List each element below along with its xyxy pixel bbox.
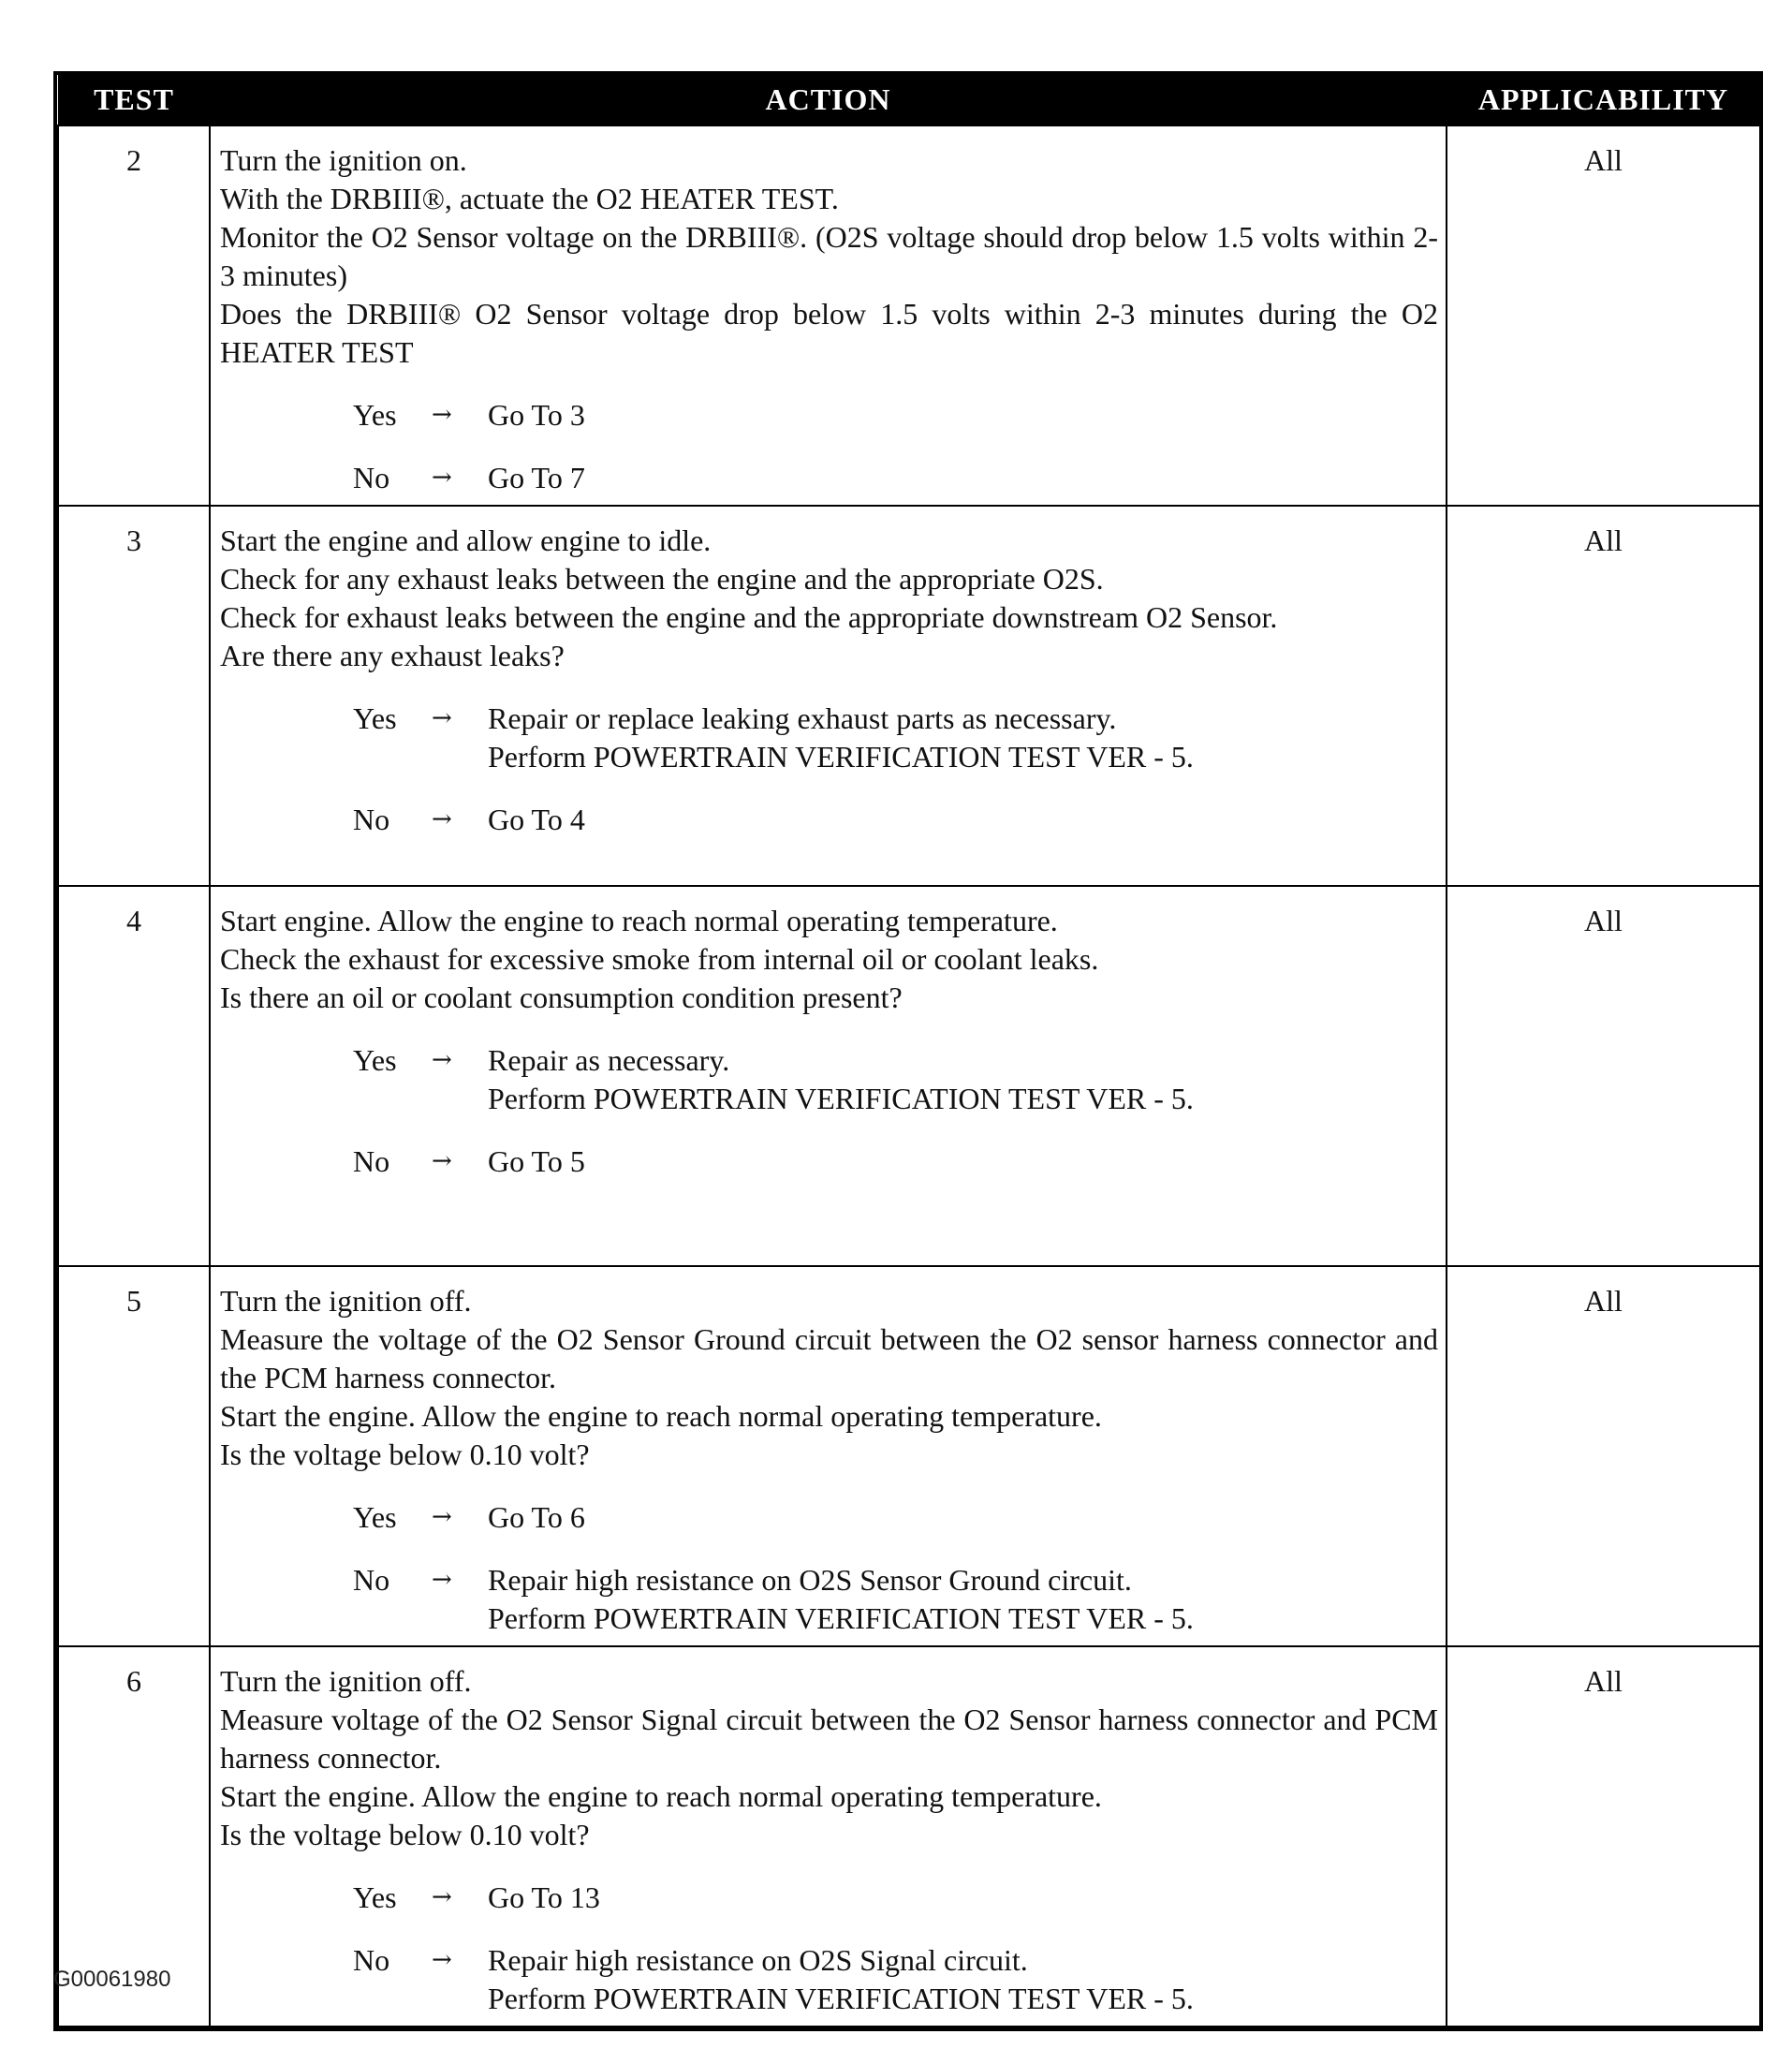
yes-result — [488, 1041, 1438, 1118]
result-line: Go To 13 — [488, 1880, 600, 1914]
action-line: Measure voltage of the O2 Sensor Signal circuit between the O2 Sensor harness connector and PCM harness connector. — [220, 1703, 1438, 1775]
test-number: 3 — [58, 506, 210, 886]
action-cell — [210, 1646, 1447, 2027]
table-row — [58, 506, 1760, 886]
table-header-row — [58, 75, 1760, 125]
result-line: Perform POWERTRAIN VERIFICATION TEST VER - 5. — [488, 1082, 1194, 1115]
action-line: With the DRBIII®, actuate the O2 HEATER TEST. — [220, 182, 839, 215]
table-row — [58, 125, 1760, 506]
header-test: TEST — [58, 75, 210, 125]
yes-branch — [220, 1498, 1438, 1537]
applicability-value: All — [1447, 125, 1760, 506]
right-arrow-icon: → — [432, 1946, 452, 1974]
no-result — [488, 1561, 1438, 1638]
applicability-value: All — [1447, 1646, 1760, 2027]
yes-branch — [220, 1041, 1438, 1118]
no-result — [488, 459, 1438, 497]
no-result — [488, 1142, 1438, 1181]
right-arrow-icon: → — [432, 1566, 452, 1594]
table-row — [58, 1266, 1760, 1646]
right-arrow-icon: → — [432, 805, 452, 833]
action-line: Is the voltage below 0.10 volt? — [220, 1437, 590, 1471]
header-applicability: APPLICABILITY — [1447, 75, 1760, 125]
yes-result — [488, 1879, 1438, 1917]
no-label: No — [353, 461, 390, 494]
test-table — [57, 75, 1761, 2027]
yes-label: Yes — [353, 701, 397, 735]
action-line: Start the engine. Allow the engine to reach normal operating temperature. — [220, 1399, 1102, 1433]
action-line: Turn the ignition off. — [220, 1284, 472, 1318]
applicability-value: All — [1447, 886, 1760, 1266]
result-line: Repair as necessary. — [488, 1043, 730, 1077]
action-line: Turn the ignition off. — [220, 1664, 472, 1698]
result-line: Go To 3 — [488, 398, 585, 432]
yes-result — [488, 1498, 1438, 1537]
yes-label: Yes — [353, 398, 397, 432]
no-branch — [220, 1142, 1438, 1181]
right-arrow-icon: → — [432, 401, 452, 429]
result-line: Perform POWERTRAIN VERIFICATION TEST VER - 5. — [488, 1601, 1194, 1635]
test-number: 5 — [58, 1266, 210, 1646]
no-label: No — [353, 1943, 390, 1977]
action-cell — [210, 1266, 1447, 1646]
result-line: Repair high resistance on O2S Signal circuit. — [488, 1943, 1028, 1977]
applicability-value: All — [1447, 506, 1760, 886]
test-number: 2 — [58, 125, 210, 506]
test-number: 4 — [58, 886, 210, 1266]
no-branch — [220, 1941, 1438, 2018]
yes-label: Yes — [353, 1500, 397, 1534]
table-row — [58, 886, 1760, 1266]
action-line: Turn the ignition on. — [220, 143, 467, 177]
no-label: No — [353, 803, 390, 836]
diagnostic-test-table — [53, 71, 1763, 2031]
action-line: Start the engine. Allow the engine to reach normal operating temperature. — [220, 1779, 1102, 1813]
result-line: Repair or replace leaking exhaust parts as necessary. — [488, 701, 1117, 735]
yes-result — [488, 700, 1438, 776]
action-cell — [210, 886, 1447, 1266]
applicability-value: All — [1447, 1266, 1760, 1646]
no-branch — [220, 459, 1438, 497]
result-line: Go To 7 — [488, 461, 585, 494]
action-line: Measure the voltage of the O2 Sensor Ground circuit between the O2 sensor harness connector and the PCM harness connector. — [220, 1322, 1438, 1394]
result-line: Repair high resistance on O2S Sensor Ground circuit. — [488, 1563, 1132, 1597]
right-arrow-icon: → — [432, 1147, 452, 1175]
action-line: Start engine. Allow the engine to reach normal operating temperature. — [220, 904, 1058, 937]
action-cell — [210, 125, 1447, 506]
right-arrow-icon: → — [432, 704, 452, 732]
right-arrow-icon: → — [432, 1046, 452, 1074]
action-line: Does the DRBIII® O2 Sensor voltage drop below 1.5 volts within 2-3 minutes during the O2 HEATER TEST — [220, 297, 1438, 369]
yes-branch — [220, 396, 1438, 435]
yes-label: Yes — [353, 1043, 397, 1077]
action-line: Monitor the O2 Sensor voltage on the DRBIII®. (O2S voltage should drop below 1.5 volts within 2-3 minutes) — [220, 220, 1438, 292]
yes-branch — [220, 1879, 1438, 1917]
right-arrow-icon: → — [432, 1503, 452, 1531]
action-line: Is the voltage below 0.10 volt? — [220, 1818, 590, 1851]
no-branch — [220, 1561, 1438, 1638]
result-line: Go To 6 — [488, 1500, 585, 1534]
action-line: Check for any exhaust leaks between the engine and the appropriate O2S. — [220, 562, 1104, 596]
no-label: No — [353, 1563, 390, 1597]
result-line: Perform POWERTRAIN VERIFICATION TEST VER - 5. — [488, 740, 1194, 774]
result-line: Go To 5 — [488, 1144, 585, 1178]
no-result — [488, 1941, 1438, 2018]
no-result — [488, 801, 1438, 839]
no-branch — [220, 801, 1438, 839]
result-line: Go To 4 — [488, 803, 585, 836]
action-cell — [210, 506, 1447, 886]
action-line: Is there an oil or coolant consumption condition present? — [220, 980, 903, 1014]
action-line: Check the exhaust for excessive smoke from internal oil or coolant leaks. — [220, 942, 1099, 976]
yes-label: Yes — [353, 1880, 397, 1914]
test-number: 6 — [58, 1646, 210, 2027]
right-arrow-icon: → — [432, 464, 452, 492]
action-line: Check for exhaust leaks between the engine and the appropriate downstream O2 Sensor. — [220, 600, 1278, 634]
figure-id: G00061980 — [53, 1967, 171, 1992]
action-line: Start the engine and allow engine to idle. — [220, 523, 712, 557]
right-arrow-icon: → — [432, 1883, 452, 1911]
header-action: ACTION — [210, 75, 1447, 125]
yes-branch — [220, 700, 1438, 776]
table-body — [58, 125, 1760, 2027]
no-label: No — [353, 1144, 390, 1178]
action-line: Are there any exhaust leaks? — [220, 639, 565, 672]
result-line: Perform POWERTRAIN VERIFICATION TEST VER - 5. — [488, 1982, 1194, 2015]
table-row — [58, 1646, 1760, 2027]
yes-result — [488, 396, 1438, 435]
